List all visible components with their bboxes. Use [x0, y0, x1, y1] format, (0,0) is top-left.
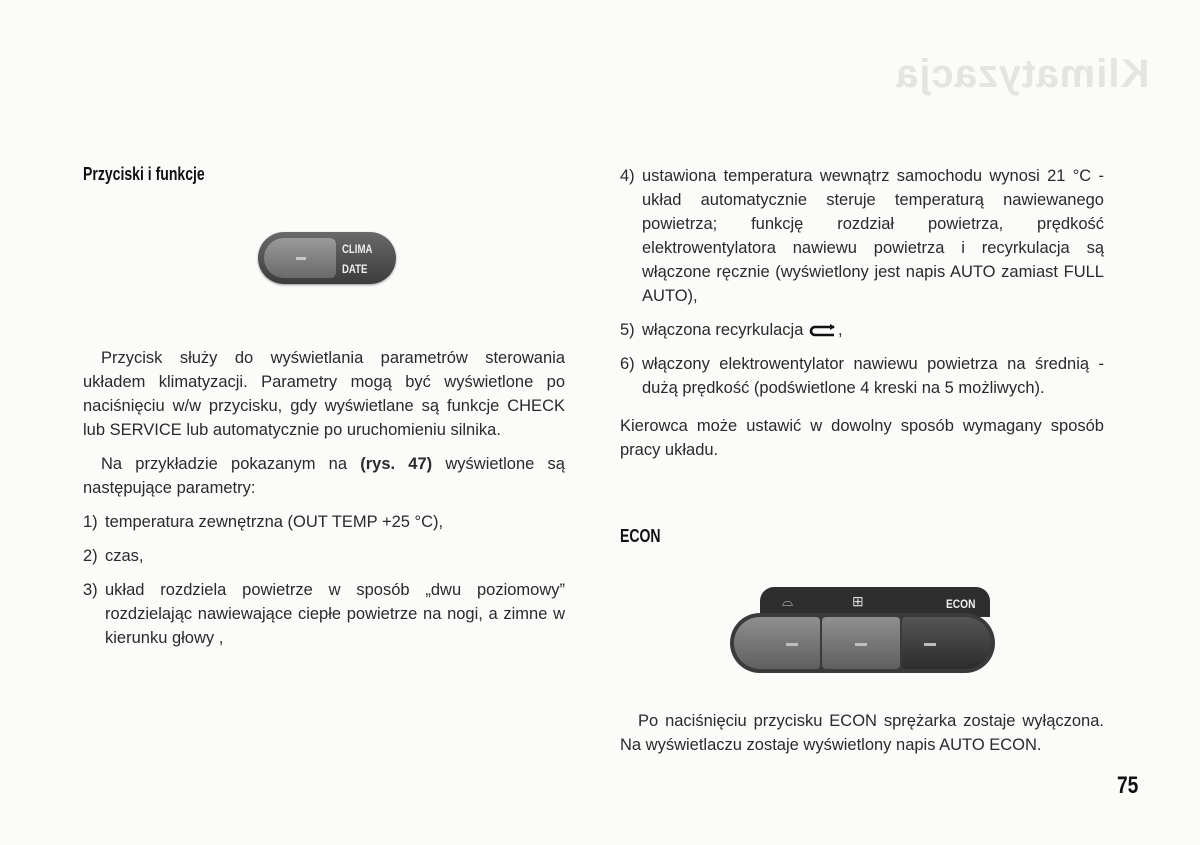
- item-text: czas,: [105, 547, 144, 565]
- item-number: 1): [83, 513, 98, 531]
- item-text: ustawiona temperatura wewnątrz samochodu wynosi 21 °C - układ automatycznie steruje temperaturą nawiewanego powietrza; funkcję rozdział powietrza, prędkość elektrowentylatora nawiewu powietrza i recyrkulacja są włączone ręcznie (wyświetlony jest napis AUTO zamiast FULL AUTO),: [642, 167, 1104, 305]
- figure-reference: (rys. 47): [360, 455, 433, 473]
- front-defrost-button: [822, 617, 900, 669]
- econ-paragraph: Po naciśnięciu przycisku ECON sprężarka zostaje wyłączona. Na wyświetlaczu zostaje wyświetlony napis AUTO ECON.: [620, 712, 1104, 754]
- rear-defrost-button: [734, 617, 820, 669]
- recirculation-icon: [808, 324, 838, 338]
- example-text-start: Na przykładzie pokazanym na: [101, 455, 361, 473]
- clima-label: CLIMA: [342, 242, 373, 256]
- item-number: 4): [620, 167, 635, 185]
- right-column: [620, 164, 1104, 462]
- led-indicator: [296, 257, 306, 260]
- list-item: [83, 578, 565, 650]
- item-text: temperatura zewnętrzna (OUT TEMP +25 °C),: [105, 513, 444, 531]
- date-label: DATE: [342, 262, 368, 276]
- section-heading-buttons: Przyciski i funkcje: [83, 164, 205, 184]
- example-paragraph: [83, 452, 565, 500]
- bleed-through-title: Klimatyzacja: [895, 52, 1150, 96]
- section-heading-econ: ECON: [620, 526, 661, 546]
- list-item: [83, 544, 565, 568]
- econ-button-panel-figure: [730, 583, 995, 678]
- front-defrost-icon: ⊞: [852, 593, 864, 609]
- recirculation-text: włączona recyrkulacja: [642, 321, 804, 339]
- item-text: włączona recyrkulacja ,: [642, 321, 843, 339]
- list-item: [620, 352, 1104, 400]
- item-text: włączony elektrowentylator nawiewu powietrza na średnią - dużą prędkość (podświetlone 4 kreski na 5 możliwych).: [642, 355, 1104, 397]
- list-item: [620, 164, 1104, 308]
- page-number: 75: [1117, 772, 1139, 799]
- example-text-end: wyświetlone są następujące parametry:: [83, 455, 565, 497]
- item-text: układ rozdziela powietrze w sposób „dwu poziomowy” rozdzielając nawiewające ciepłe powietrze na nogi, a zimne w kierunku głowy ,: [105, 581, 565, 647]
- button-cap: [264, 238, 336, 278]
- driver-paragraph: Kierowca może ustawić w dowolny sposób wymagany sposób pracy układu.: [620, 417, 1104, 459]
- econ-label: ECON: [946, 597, 976, 611]
- list-item: [83, 510, 565, 534]
- left-column: [83, 346, 565, 650]
- econ-button: [902, 617, 991, 669]
- panel-buttons: [730, 613, 995, 673]
- item-number: 2): [83, 547, 98, 565]
- list-item: [620, 318, 1104, 342]
- clima-date-button-figure: [258, 232, 396, 284]
- item-number: 6): [620, 355, 635, 373]
- intro-paragraph: Przycisk służy do wyświetlania parametrów sterowania układem klimatyzacji. Parametry mogą być wyświetlone po naciśnięciu w/w przycisku, gdy wyświetlane są funkcje CHECK lub SERVICE lub automatycznie po uruchomieniu silnika.: [83, 349, 565, 439]
- econ-paragraph-block: [620, 709, 1104, 757]
- rear-defrost-icon: ⌓: [782, 593, 794, 609]
- item-number: 3): [83, 581, 98, 599]
- item-number: 5): [620, 321, 635, 339]
